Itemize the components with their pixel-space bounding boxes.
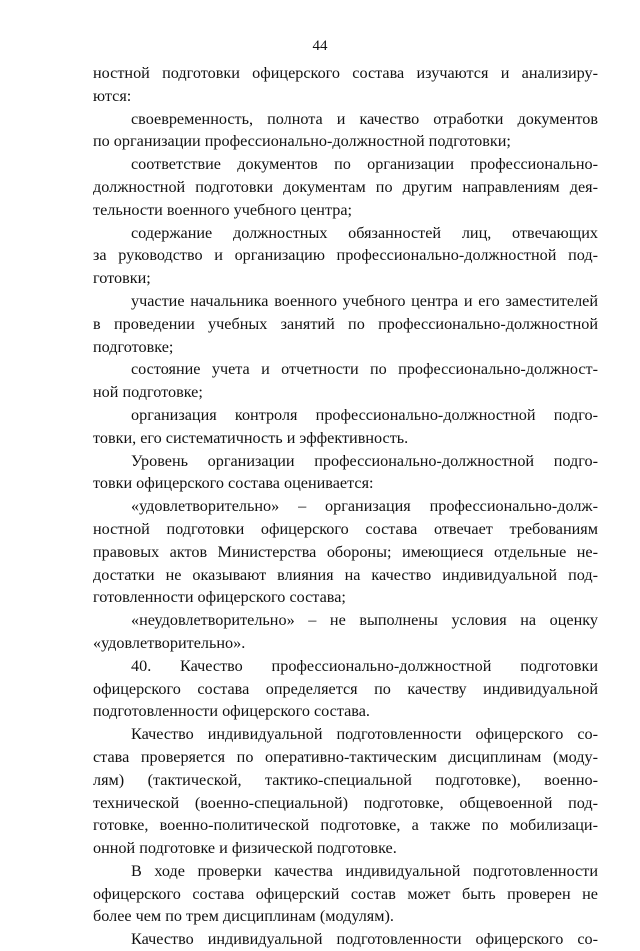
text-line: достатки не оказывают влияния на качество индивидуальной под- xyxy=(93,565,598,584)
text-line: Качество индивидуальной подготовленности офицерского со- xyxy=(131,725,598,744)
text-line: ются: xyxy=(93,86,132,105)
text-line: содержание должностных обязанностей лиц, отвечающих xyxy=(131,223,598,242)
text-line: «удовлетворительно» – организация профессионально-долж- xyxy=(131,497,598,516)
document-body xyxy=(93,62,598,951)
text-line: ностной подготовки офицерского состава отвечает требованиям xyxy=(93,519,598,538)
text-line: своевременность, полнота и качество отработки документов xyxy=(131,109,598,128)
text-line: более чем по трем дисциплинам (модулям). xyxy=(93,907,394,926)
page-number: 44 xyxy=(312,38,328,54)
text-line: правовых актов Министерства обороны; имеющиеся отдельные не- xyxy=(93,542,598,561)
text-line: за руководство и организацию профессионально-должностной под- xyxy=(93,246,598,265)
text-line: «неудовлетворительно» – не выполнены условия на оценку xyxy=(131,611,598,630)
text-line: ной подготовке; xyxy=(93,383,203,402)
text-line: должностной подготовки документам по другим направлениям дея- xyxy=(93,177,598,196)
text-line: организация контроля профессионально-должностной подго- xyxy=(131,405,598,424)
text-line: подготовке; xyxy=(93,337,174,356)
text-line: готовки; xyxy=(93,269,151,288)
text-line: участие начальника военного учебного центра и его заместителей xyxy=(131,291,598,310)
text-line: В ходе проверки качества индивидуальной подготовленности xyxy=(131,861,598,880)
text-line: тельности военного учебного центра; xyxy=(93,200,352,219)
text-line: готовленности офицерского состава; xyxy=(93,588,346,607)
text-line: соответствие документов по организации профессионально- xyxy=(131,155,598,174)
text-line: Уровень организации профессионально-должностной подго- xyxy=(131,451,598,470)
text-line: в проведении учебных занятий по профессионально-должностной xyxy=(93,314,598,333)
text-line: 40. Качество профессионально-должностной подготовки xyxy=(131,656,598,675)
text-line: става проверяется по оперативно-тактическим дисциплинам (моду- xyxy=(93,747,598,766)
text-line: Качество индивидуальной подготовленности офицерского со- xyxy=(131,930,598,949)
text-line: технической (военно-специальной) подготовке, общевоенной под- xyxy=(93,793,598,812)
text-line: товки, его систематичность и эффективность. xyxy=(93,428,409,447)
text-line: товки офицерского состава оценивается: xyxy=(93,474,374,493)
text-line: лям) (тактической, тактико-специальной подготовке), военно- xyxy=(93,770,598,789)
text-line: онной подготовке и физической подготовке. xyxy=(93,839,397,858)
text-line: состояние учета и отчетности по профессионально-должност- xyxy=(131,360,598,379)
text-line: подготовленности офицерского состава. xyxy=(93,702,370,721)
text-line: готовке, военно-политической подготовке, а также по мобилизаци- xyxy=(93,816,598,835)
text-line: «удовлетворительно». xyxy=(93,633,246,652)
text-line: по организации профессионально-должностной подготовки; xyxy=(93,132,511,151)
text-line: офицерского состава офицерский состав может быть проверен не xyxy=(93,884,598,903)
text-line: офицерского состава определяется по качеству индивидуальной xyxy=(93,679,598,698)
text-line: ностной подготовки офицерского состава изучаются и анализиру- xyxy=(93,64,598,82)
